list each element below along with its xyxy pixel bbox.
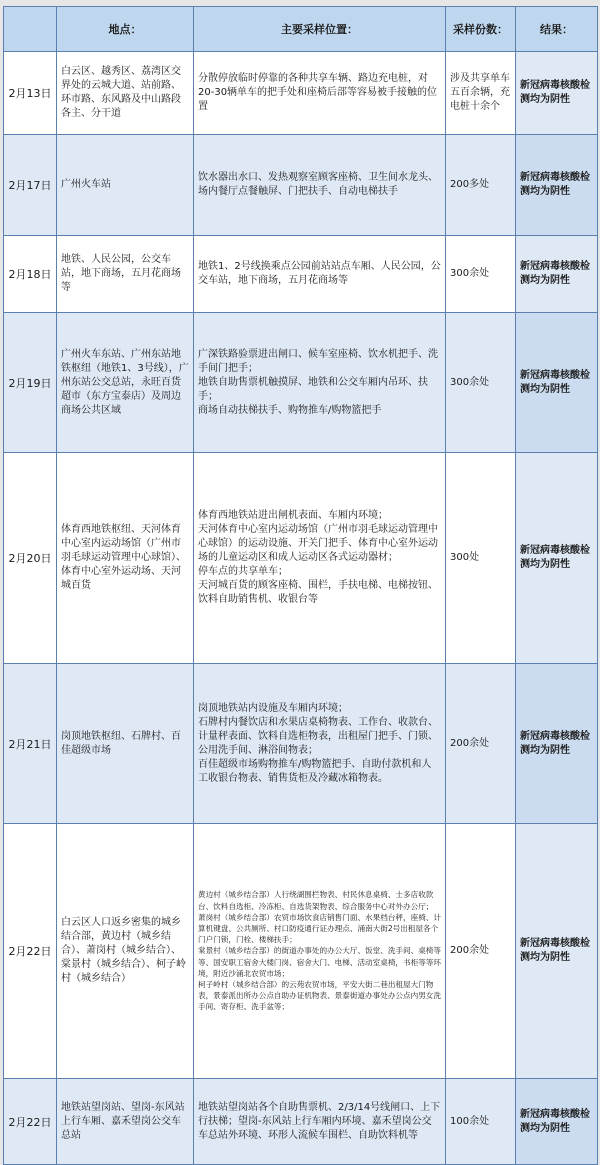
row-location: 地铁、人民公园，公交车站，地下商场，五月花商场等 [57,236,194,313]
row-date: 2月20日 [4,453,57,664]
position-item: 广深铁路验票进出闸口、候车室座椅、饮水机把手、洗手间门把手； [198,348,438,374]
table-row [4,52,598,135]
row-count: 300余处 [446,236,516,313]
row-location: 地铁站望岗站、望岗-东风站上行车厢、嘉禾望岗公交车总站 [57,1079,194,1165]
row-result: 新冠病毒核酸检测均为阴性 [516,824,598,1079]
row-positions [194,1079,446,1165]
table-row [4,1079,598,1165]
row-location: 白云区人口返乡密集的城乡结合部，黄边村（城乡结合）、萧岗村（城乡结合）、棠景村（城乡结合）、柯子岭村（城乡结合） [57,824,194,1079]
position-item: 地铁自助售票机触摸屏、地铁和公交车厢内吊环、扶手； [198,376,428,402]
table-row [4,135,598,236]
position-item: 地铁1、2号线换乘点公园前站站点车厢、人民公园，公交车站，地下商场，五月花商场等 [198,261,441,286]
row-location: 体育西地铁枢纽、天河体育中心室内运动场馆（广州市羽毛球运动管理中心球馆）、体育中心室外运动场、天河城百货 [57,453,194,664]
position-item: 棠景村（城乡结合部）的街道办事处的办公大厅、饭堂、洗手间、桌椅等等、国安职工宿舍大楼门岗、宿舍大门、电梯、活动室桌椅，书柜等等环境，附近沙涌北农贸市场； [198,946,441,978]
row-positions [194,453,446,664]
row-count: 200多处 [446,135,516,236]
row-count: 300处 [446,453,516,664]
position-item: 萧岗村（城乡结合部）农贸市场饮食店销售门面、水果档台秤，座椅、计算机键盘、公共厕所、村口防疫通行证办理点、涌南大街2号出租屋各个门户门锁，门栓、楼梯扶手； [198,912,441,945]
row-result: 新冠病毒核酸检测均为阴性 [516,313,598,453]
row-result: 新冠病毒核酸检测均为阴性 [516,1079,598,1165]
row-date: 2月13日 [4,52,57,135]
row-count: 100余处 [446,1079,516,1165]
row-count: 300余处 [446,313,516,453]
position-item: 饮水器出水口、发热观察室顾客座椅、卫生间水龙头、场内餐厅点餐触屏、门把扶手、自动电梯扶手 [198,172,438,197]
row-result: 新冠病毒核酸检测均为阴性 [516,664,598,824]
row-location: 广州火车东站、广州东站地铁枢纽（地铁1、3号线），广州东站公交总站，永旺百货超市（东方宝泰店）及周边商场公共区域 [57,313,194,453]
row-date: 2月22日 [4,1079,57,1165]
row-date: 2月21日 [4,664,57,824]
row-date: 2月18日 [4,236,57,313]
row-date: 2月19日 [4,313,57,453]
row-count: 涉及共享单车五百余辆，充电桩十余个 [446,52,516,135]
row-count: 200余处 [446,824,516,1079]
position-item: 地铁站望岗站各个自助售票机、2/3/14号线闸口、上下行扶梯；望岗-东风站上行车厢内环境、嘉禾望岗公交车总站外环境、环形人流候车围栏、自助饮料机等 [198,1101,441,1141]
row-result: 新冠病毒核酸检测均为阴性 [516,52,598,135]
row-positions [194,824,446,1079]
position-item: 百佳超级市场购物推车/购物篮把手、自助付款机和人工收银台物表、销售货柜及冷藏冰箱物表。 [198,758,432,784]
table-row [4,664,598,824]
row-positions [194,664,446,824]
header-date [4,7,57,52]
row-positions [194,236,446,313]
header-positions: 主要采样位置： [194,7,446,52]
row-positions [194,52,446,135]
header-location: 地点： [57,7,194,52]
position-item: 分散停放临时停靠的各种共享车辆、路边充电桩，对20-30辆单车的把手处和座椅后部等容易被手接触的位置 [198,73,438,112]
header-row [4,7,598,52]
row-location: 岗顶地铁枢纽、石牌村、百佳超级市场 [57,664,194,824]
table-row [4,313,598,453]
table-row [4,236,598,313]
header-result: 结果： [516,7,598,52]
row-date: 2月22日 [4,824,57,1079]
table-row [4,824,598,1079]
row-positions [194,135,446,236]
row-positions [194,313,446,453]
position-item: 岗顶地铁站内设施及车厢内环境； [198,702,348,714]
row-count: 200余处 [446,664,516,824]
row-location: 广州火车站 [57,135,194,236]
position-item: 体育西地铁站进出闸机表面、车厢内环境； [198,510,388,521]
table-row [4,453,598,664]
position-item: 石牌村内餐饮店和水果店桌椅物表、工作台、收款台、计量秤表面、饮料自选柜物表，出租屋门把手、门锁、公用洗手间、淋浴间物表； [198,716,438,756]
position-item: 柯子岭村（城乡结合部）的云苑农贸市场，平安大街二巷出租屋大门物表，景泰派出所办公点自助办证机物表、景泰街道办事处办公点内男女洗手间、寄存柜、洗手盆等； [198,980,441,1012]
row-result: 新冠病毒核酸检测均为阴性 [516,453,598,664]
row-location: 白云区、越秀区、荔湾区交界处的云城大道、站前路、环市路、东风路及中山路段各主、分干道 [57,52,194,135]
row-result: 新冠病毒核酸检测均为阴性 [516,135,598,236]
position-item: 天河城百货的顾客座椅、围栏，手扶电梯、电梯按钮、饮料自助销售机、收银台等 [198,580,438,605]
row-result: 新冠病毒核酸检测均为阴性 [516,236,598,313]
position-item: 黄边村（城乡结合部）人行绕湖围栏物表、村民休息桌椅、士多店收款台、饮料自选柜、冷冻柜、自选货架物表、综合服务中心对外办公厅； [198,890,434,911]
position-item: 停车点的共享单车； [198,566,288,577]
position-item: 天河体育中心室内运动场馆（广州市羽毛球运动管理中心球馆）的运动设施、开关门把手、体育中心室外运动场的儿童运动区和成人运动区各式运动器材； [198,524,438,563]
sampling-table [3,6,598,1165]
row-date: 2月17日 [4,135,57,236]
header-count: 采样份数： [446,7,516,52]
position-item: 商场自动扶梯扶手、购物推车/购物篮把手 [198,404,382,416]
